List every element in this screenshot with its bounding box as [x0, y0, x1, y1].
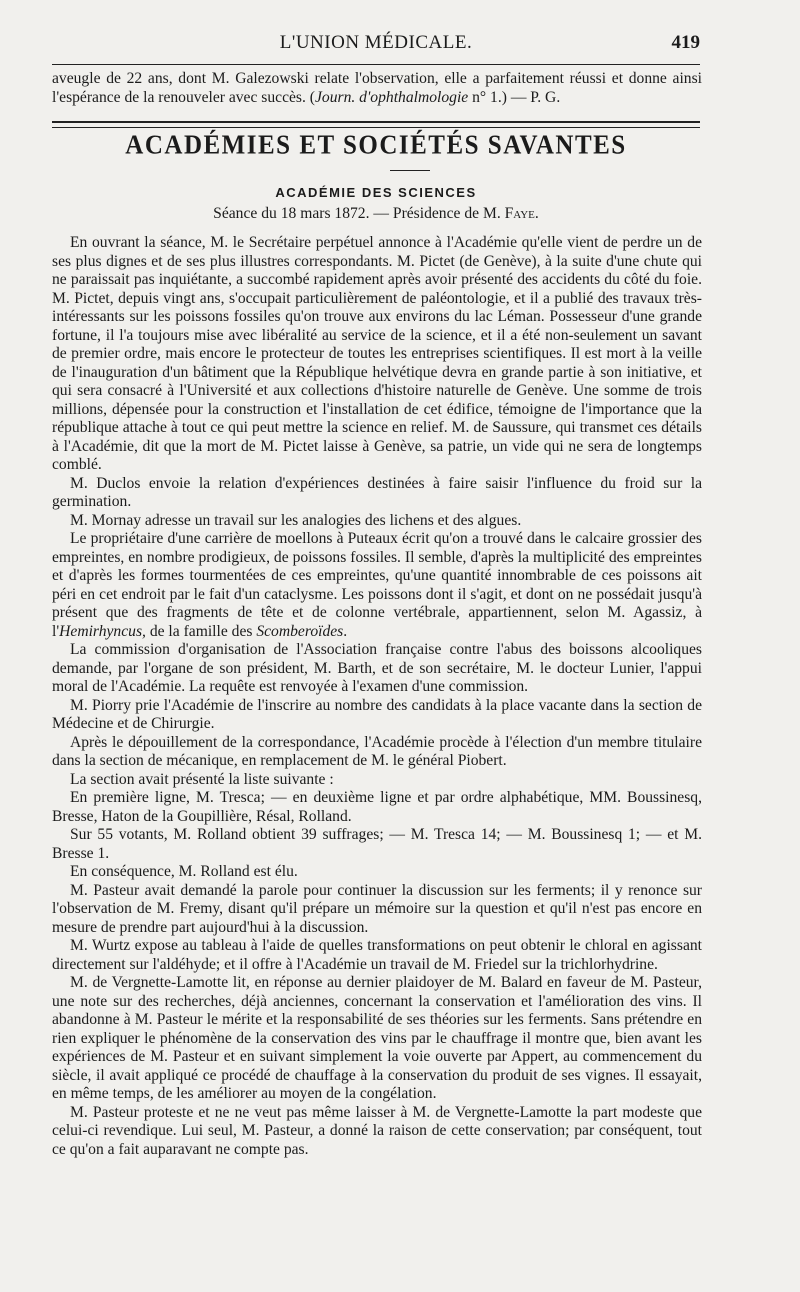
- paragraph-duclos: M. Duclos envoie la relation d'expériences destinées à faire saisir l'influence du froid sur la germination.: [52, 474, 702, 510]
- academy-heading: ACADÉMIE DES SCIENCES: [275, 185, 477, 200]
- paragraph-election: Après le dépouillement de la correspondance, l'Académie procède à l'élection d'un membre titulaire dans la section de mécanique, en remplacement de M. le général Piobert.: [52, 733, 702, 769]
- president-name: Faye: [504, 205, 535, 222]
- paragraph-vergnette: M. de Vergnette-Lamotte lit, en réponse au dernier plaidoyer de M. Balard en faveur de M. Pasteur, une note sur des recherches, déjà anciennes, concernant la conservation et l'amélioration des vins. Il abandonne à M. Pasteur le mérite et la responsabilité de ses théories sur les ferments. Sans prétendre en rien expliquer le phénomène de la conservation des vins par le chauffrage il montre que, bien avant les expériences de M. Pasteur et en suivant simplement la voie ouverte par Appert, au commencement du siècle, il avait appliqué ce procédé de chauffage à la conservation du produit de ses vignes. Il essayait, en même temps, de les améliorer au moyen de la congélation.: [52, 974, 702, 1102]
- title-divider: [390, 170, 430, 171]
- section-rule: [52, 121, 700, 128]
- paragraph-votes: Sur 55 votants, M. Rolland obtient 39 suffrages; — M. Tresca 14; — M. Boussinesq 1; — et M. Bresse 1.: [52, 826, 702, 862]
- puteaux-end: .: [343, 622, 348, 640]
- paragraph-elected: En conséquence, M. Rolland est élu.: [70, 863, 298, 880]
- paragraph-candidates: En première ligne, M. Tresca; — en deuxième ligne et par ordre alphabétique, MM. Boussinesq, Bresse, Haton de la Goupillière, Résal, Rolland.: [52, 789, 702, 825]
- session-line: [52, 205, 700, 223]
- puteaux-text: Le propriétaire d'une carrière de moellons à Puteaux écrit qu'on a trouvé dans le calcaire grossier des empreintes, en nombre prodigieux, de poissons fossiles. Il semble, d'après la multiplicité des empreintes et d'après les formes tourmentées de ces empreintes, qu'une quantité innombrable de ces poissons ait péri en cet endroit par le fait d'un cataclysme. Les poissons dont il s'agit, et dont on ne possédait jusqu'à présent que des fragments de tête et de colonne vertébrale, appartiennent, selon M. Agassiz, à l': [52, 530, 702, 640]
- article-body: [52, 234, 702, 1159]
- section-title: ACADÉMIES ET SOCIÉTÉS SAVANTES: [125, 130, 627, 161]
- page-header: [52, 30, 700, 58]
- genus-name: Hemirhyncus,: [59, 622, 146, 640]
- paragraph-pictet: En ouvrant la séance, M. le Secrétaire perpétuel annonce à l'Académie qu'elle vient de perdre un de ses plus dignes et de ses plus illustres correspondants. M. Pictet (de Genève), à la suite d'une chute qui ne paraissait pas inquiétante, a succombé rapidement après avoir présenté des accidents du côté du foie. M. Pictet, depuis vingt ans, s'occupait particulièrement de paléontologie, et il a publié des travaux très-intéressants sur les poissons fossiles qu'on trouve aux environs du lac Léman. Possesseur d'une grande fortune, il l'a toujours mise avec libéralité au service de la science, et il a été non-seulement un savant de premier ordre, mais encore le protecteur de toutes les entreprises scientifiques. Il est mort à la veille de l'inauguration d'un bâtiment que la République helvétique devra en grande partie à son initiative, et qui sera consacré à l'Université et aux collections d'histoire naturelle de Genève. Une somme de trois millions, dépensée pour la construction et l'installation de cet édifice, témoigne de l'importance que la république attache à tout ce qui peut mettre la science en relief. M. de Saussure, qui transmet ces détails à l'Académie, dit que la mort de M. Pictet laisse à Genève, sa patrie, un vide qui ne sera de longtemps comblé.: [52, 234, 702, 473]
- paragraph-mornay: M. Mornay adresse un travail sur les analogies des lichens et des algues.: [70, 511, 522, 529]
- intro-paragraph: [52, 70, 702, 107]
- intro-text: aveugle de 22 ans, dont M. Galezowski relate l'observation, elle a parfaitement réussi et donne ainsi l'espérance de la renouveler avec succès. (: [52, 70, 702, 106]
- session-end: .: [534, 205, 539, 222]
- puteaux-middle: de la famille des: [145, 622, 257, 640]
- running-title: L'UNION MÉDICALE.: [279, 32, 473, 53]
- family-name: Scomberoïdes: [256, 622, 344, 640]
- paragraph-wurtz: M. Wurtz expose au tableau à l'aide de quelles transformations on peut obtenir le chloral en agissant directement sur l'aldéhyde; et il offre à l'Académie un travail de M. Friedel sur la trichlorhydrine.: [52, 937, 702, 973]
- session-text: Séance du 18 mars 1872. — Présidence de M.: [213, 205, 505, 222]
- header-rule: [52, 64, 700, 65]
- paragraph-pasteur: M. Pasteur avait demandé la parole pour continuer la discussion sur les ferments; il y renonce sur l'observation de M. Fremy, disant qu'il prépare un mémoire sur la question et qu'il n'est pas encore en mesure de prendre part aujourd'hui à la discussion.: [52, 881, 702, 936]
- paragraph-association: La commission d'organisation de l'Association française contre l'abus des boissons alcooliques demande, par l'organe de son président, M. Barth, et de son secrétaire, M. le docteur Lunier, l'appui moral de l'Académie. La requête est renvoyée à l'examen d'une commission.: [52, 641, 702, 695]
- paragraph-puteaux: [52, 530, 702, 641]
- paragraph-list-intro: La section avait présenté la liste suivante :: [70, 770, 334, 788]
- intro-signature: n° 1.) — P. G.: [468, 88, 561, 106]
- paragraph-pasteur-reply: M. Pasteur proteste et ne ne veut pas même laisser à M. de Vergnette-Lamotte la part modeste que celui-ci revendique. Lui seul, M. Pasteur, a donné la raison de cette conservation; par conséquent, tout ce qu'on a fait auparavant ne compte pas.: [52, 1103, 702, 1158]
- page-number: 419: [671, 32, 700, 53]
- paragraph-piorry: M. Piorry prie l'Académie de l'inscrire au nombre des candidats à la place vacante dans la section de Médecine et de Chirurgie.: [52, 696, 702, 732]
- journal-name: Journ. d'ophthalmologie: [315, 88, 469, 106]
